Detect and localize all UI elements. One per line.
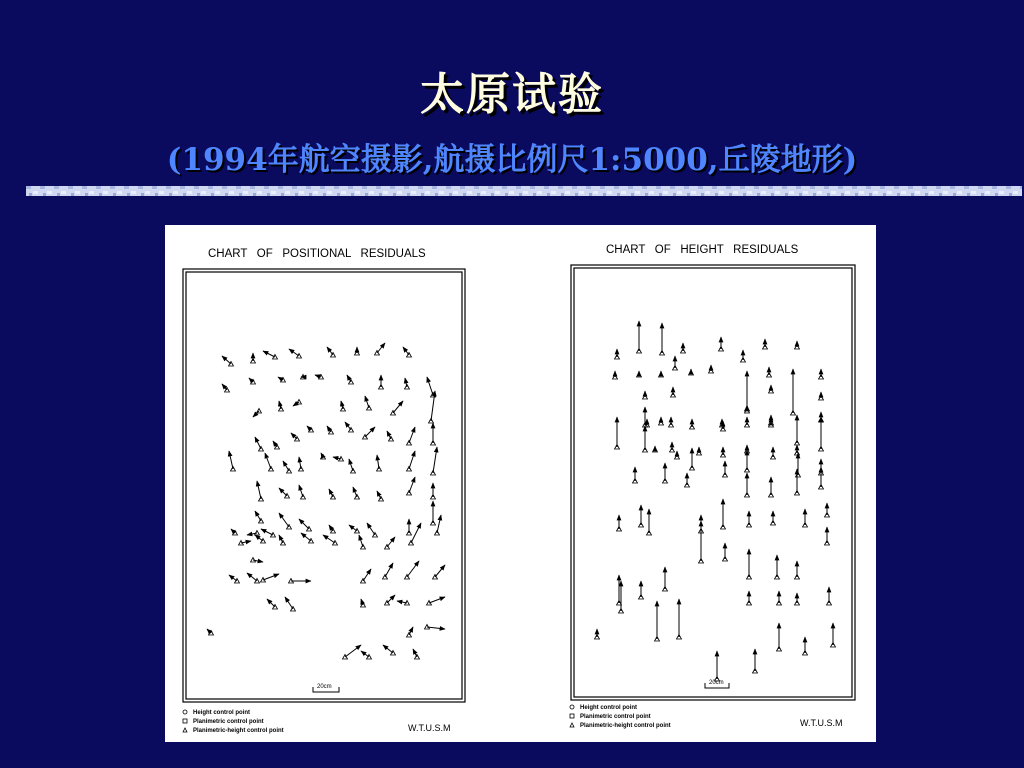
left-legend-planimetric-height: Planimetric-height control point [193,728,284,734]
residual-vector [397,601,407,603]
residual-vector [345,422,351,430]
residual-vector [413,649,417,657]
residual-vector [329,489,333,497]
right-legend-planimetric: Planimetric control point [580,714,651,720]
residual-vector [409,627,413,635]
residual-vector [229,575,237,581]
residual-vector [365,427,375,437]
right-org-label: W.T.U.S.M [800,718,843,728]
residual-vector [433,447,437,473]
residual-vector [365,396,369,408]
residual-vector [283,461,289,471]
height-residual-vectors [595,321,836,681]
residual-vector [263,351,275,357]
residual-vector [407,561,419,577]
residual-vector [427,377,433,395]
left-legend-height: Height control point [193,710,250,716]
residual-vector [247,573,257,581]
residual-vector [323,535,335,543]
left-org-label: W.T.U.S.M [408,723,451,733]
left-scale-bar [313,684,339,692]
residual-vector [263,574,279,580]
residual-vector [279,535,283,543]
residual-vector [393,401,403,413]
residual-vector [411,523,421,543]
residual-vector [222,384,227,390]
residual-vector [222,356,231,364]
residual-vector [299,485,303,497]
residual-vector [363,569,371,581]
residual-vector [387,537,395,547]
residual-vector [291,433,297,439]
right-scale-label: 20cm [709,680,724,686]
residual-vector [377,455,379,469]
residual-vector [409,477,415,493]
residual-vector [257,481,261,499]
residual-vector [273,441,277,447]
residual-vector [329,525,333,531]
residual-charts-figure [165,225,876,742]
right-legend-height: Height control point [580,705,637,711]
residual-vector [367,523,375,535]
slide-subtitle: (1994年航空摄影,航摄比例尺1:5000,丘陵地形) [166,142,858,178]
right-scale-bar [705,680,729,688]
residual-vector [385,563,393,577]
residual-charts-svg [165,225,876,742]
residual-vector [383,645,393,653]
left-scale-label: 20cm [317,684,332,690]
residual-vector [409,451,415,469]
residual-vector [429,597,445,603]
residual-vector [327,426,331,432]
residual-vector [377,491,381,499]
residual-vector [377,343,385,353]
residual-vector [261,529,273,535]
residual-vector [387,595,395,603]
left-legend-planimetric: Planimetric control point [193,719,264,725]
residual-vector [267,599,275,607]
control-point-marker [251,558,256,563]
residual-vector [279,513,289,527]
residual-vector [435,565,445,577]
residual-vector [285,597,293,609]
positional-residual-vectors [207,343,445,659]
residual-vector [299,457,301,469]
right-legend [570,705,843,729]
residual-vector [301,533,311,541]
left-chart-title: CHART OF POSITIONAL RESIDUALS [208,248,426,260]
residual-vector [359,535,363,547]
residual-vector [387,431,391,439]
right-legend-planimetric-height: Planimetric-height control point [580,723,671,729]
slide-title: 太原试验 [420,69,604,120]
residual-vector [253,411,259,417]
residual-vector [255,535,263,541]
residual-vector [265,453,271,469]
residual-vector [403,347,409,355]
residual-vector [409,427,415,443]
residual-vector [279,488,287,496]
residual-vector [327,347,333,355]
residual-vector [437,515,441,533]
residual-vector [241,541,251,543]
residual-vector [345,645,361,657]
residual-vector [347,375,351,382]
residual-vector [229,451,233,469]
left-legend [183,710,451,734]
residual-vector [289,349,299,356]
residual-vector [361,651,369,657]
control-point-marker [255,531,260,536]
residual-vector [353,487,357,497]
title-divider [26,186,1022,196]
right-chart-title: CHART OF HEIGHT RESIDUALS [606,244,799,256]
residual-vector [349,525,357,531]
residual-vector [255,437,261,449]
residual-vector [349,459,353,471]
residual-vector [299,519,309,529]
residual-vector [255,511,261,521]
